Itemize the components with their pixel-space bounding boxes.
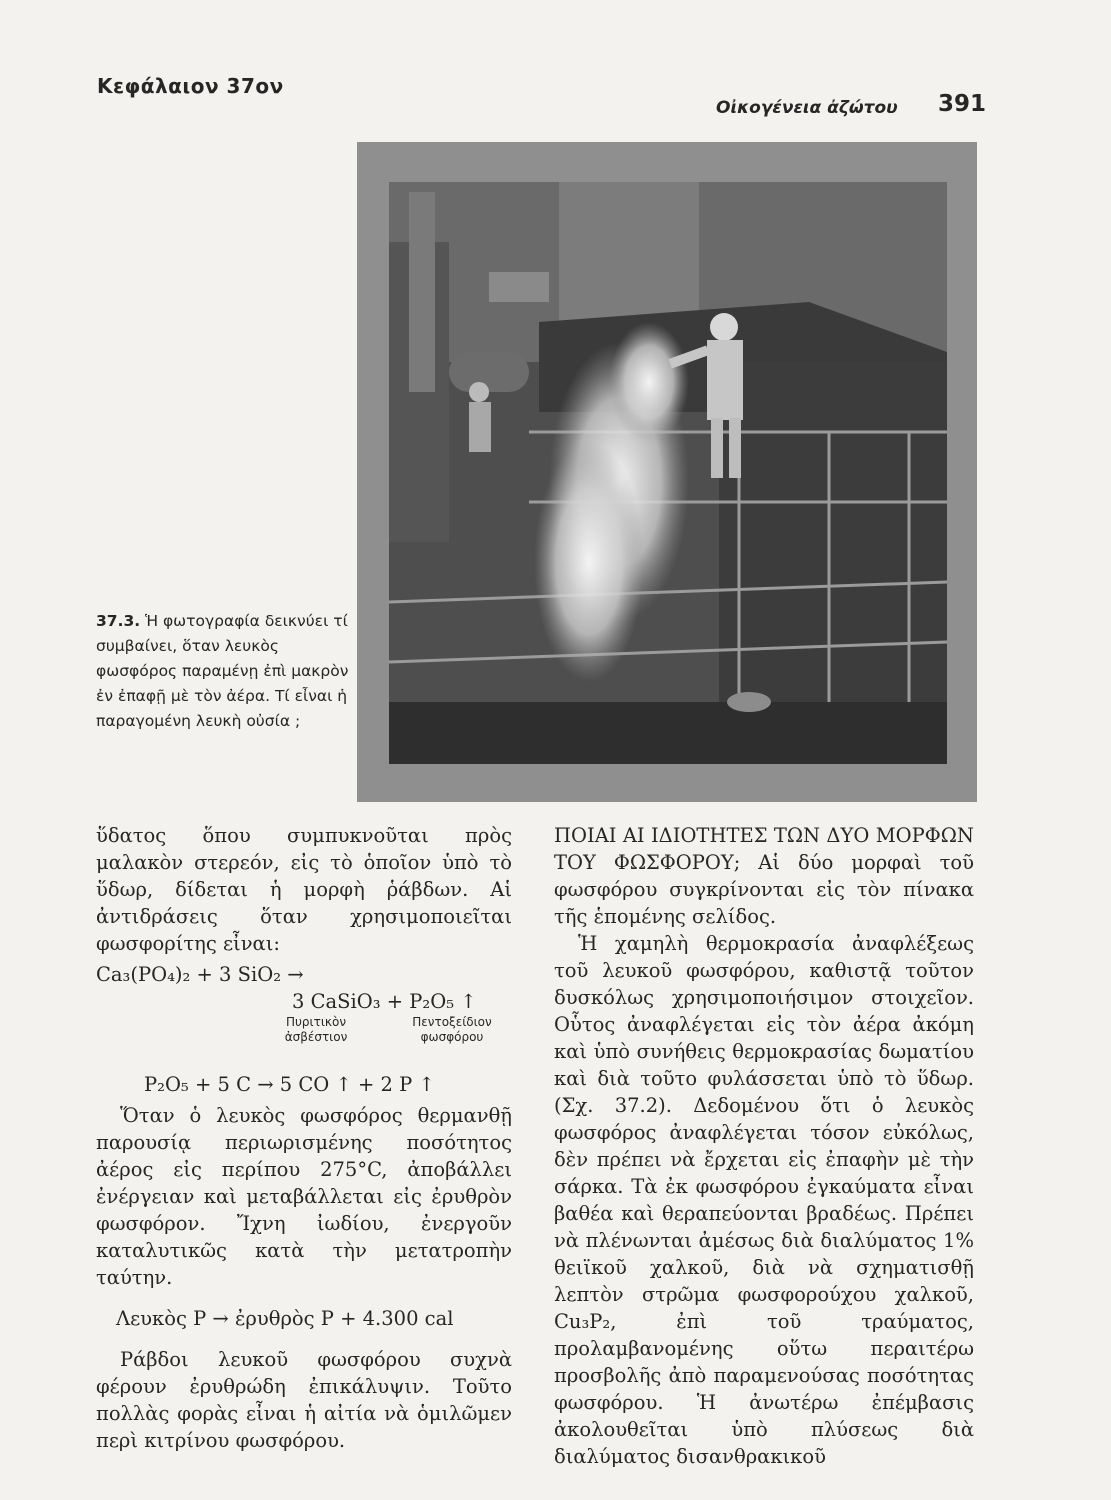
right-paragraph-1-text: Αἱ δύο μορφαὶ τοῦ φωσφόρου συγκρίνονται εἰς τὸν πίνακα τῆς ἑπομένης σελίδος. bbox=[554, 851, 975, 928]
chapter-header: Κεφάλαιον 37ον bbox=[97, 74, 284, 98]
figure-number: 37.3. bbox=[96, 612, 141, 630]
page-number: 391 bbox=[938, 91, 987, 117]
left-paragraph-3: Ράβδοι λευκοῦ φωσφόρου συχνὰ φέρουν ἐρυθρώδη ἐπικάλυψιν. Τοῦτο πολλὰς φορὰς εἶναι ἡ αἰτία νὰ ὁμιλῶμεν περὶ κιτρίνου φωσφόρου. bbox=[96, 1348, 512, 1452]
equation-1-labels bbox=[96, 1015, 512, 1071]
left-column bbox=[96, 822, 512, 1454]
equation-1-line-1: Ca₃(PO₄)₂ + 3 SiO₂ → bbox=[96, 963, 304, 986]
label-phosphorus-pentoxide: Πεντοξείδιον φωσφόρου bbox=[412, 1015, 492, 1044]
figure-caption bbox=[96, 609, 354, 734]
right-paragraph-1 bbox=[554, 822, 974, 930]
right-paragraph-2: Ἡ χαμηλὴ θερμοκρασία ἀναφλέξεως τοῦ λευκοῦ φωσφόρου, καθιστᾷ τοῦτον δυσκόλως χρησιμοποιήσιμον στοιχεῖον. Οὗτος ἀναφλέγεται εἰς τὸν ἀέρα ἀκόμη καὶ ὑπὸ συνήθεις θερμοκρασίας δωματίου καὶ διὰ τοῦτο φυλάσσεται ὑπὸ τὸ ὕδωρ. (Σχ. 37.2). Δεδομένου ὅτι ὁ λευκὸς φωσφόρος ἀναφλέγεται τόσον εὐκόλως, δὲν πρέπει νὰ ἔρχεται εἰς ἐπαφὴν μὲ τὴν σάρκα. Τὰ ἐκ φωσφόρου ἐγκαύματα εἶναι βαθέα καὶ θεραπεύονται βραδέως. Πρέπει νὰ πλένωνται ἀμέσως διὰ διαλύματος 1% θειϊκοῦ χαλκοῦ, διὰ νὰ σχηματισθῇ λεπτὸν στρῶμα φωσφορούχου χαλκοῦ, Cu₃P₂, ἐπὶ τοῦ τραύματος, προλαμβανομένης οὕτω περαιτέρω προσβολῆς ἀπὸ παραμενούσας ποσότητας φωσφόρου. Ἡ ἀνωτέρω ἐπέμβασις ἀκολουθεῖται ὑπὸ πλύσεως διὰ διαλύματος δισανθρακικοῦ bbox=[554, 932, 974, 1468]
left-paragraph-1: ὕδατος ὅπου συμπυκνοῦται πρὸς μαλακὸν στερεόν, εἰς τὸ ὁποῖον ὑπὸ τὸ ὕδωρ, δίδεται ἡ μορφὴ ῥάβδων. Αἱ ἀντιδράσεις ὅταν χρησιμοποιεῖται φωσφορίτης εἶναι: bbox=[96, 824, 512, 955]
left-paragraph-2: Ὅταν ὁ λευκὸς φωσφόρος θερμανθῇ παρουσίᾳ περιωρισμένης ποσότητος ἀέρος εἰς περίπου 275°C, ἀποβάλλει ἐνέργειαν καὶ μεταβάλλεται εἰς ἐρυθρὸν φωσφόρον. Ἴχνη ἰωδίου, ἐνεργοῦν καταλυτικῶς κατὰ τὴν μετατροπὴν ταύτην. bbox=[96, 1104, 512, 1289]
section-header: Οἰκογένεια ἀζώτου bbox=[716, 98, 898, 118]
right-column bbox=[554, 822, 974, 1470]
label-calcium-silicate: Πυριτικὸν ἀσβέστιον bbox=[284, 1015, 348, 1044]
equation-2: P₂O₅ + 5 C → 5 CO ↑ + 2 P ↑ bbox=[144, 1073, 435, 1096]
equation-3: Λευκὸς P → ἐρυθρὸς P + 4.300 cal bbox=[116, 1307, 454, 1330]
factory-photo bbox=[389, 182, 947, 764]
section-heading: ΠΟΙΑΙ ΑΙ ΙΔΙΟΤΗΤΕΣ ΤΩΝ ΔΥΟ ΜΟΡΦΩΝ ΤΟΥ ΦΩΣΦΟΡΟΥ; bbox=[554, 824, 974, 874]
equation-1-line-2: 3 CaSiO₃ + P₂O₅ ↑ bbox=[292, 990, 477, 1013]
figure-caption-text: Ἡ φωτογραφία δεικνύει τί συμβαίνει, ὅταν λευκὸς φωσφόρος παραμένῃ ἐπὶ μακρὸν ἐν ἐπαφῇ μὲ τὸν ἀέρα. Τί εἶναι ἡ παραγομένη λευκὴ οὐσία ; bbox=[96, 612, 349, 730]
